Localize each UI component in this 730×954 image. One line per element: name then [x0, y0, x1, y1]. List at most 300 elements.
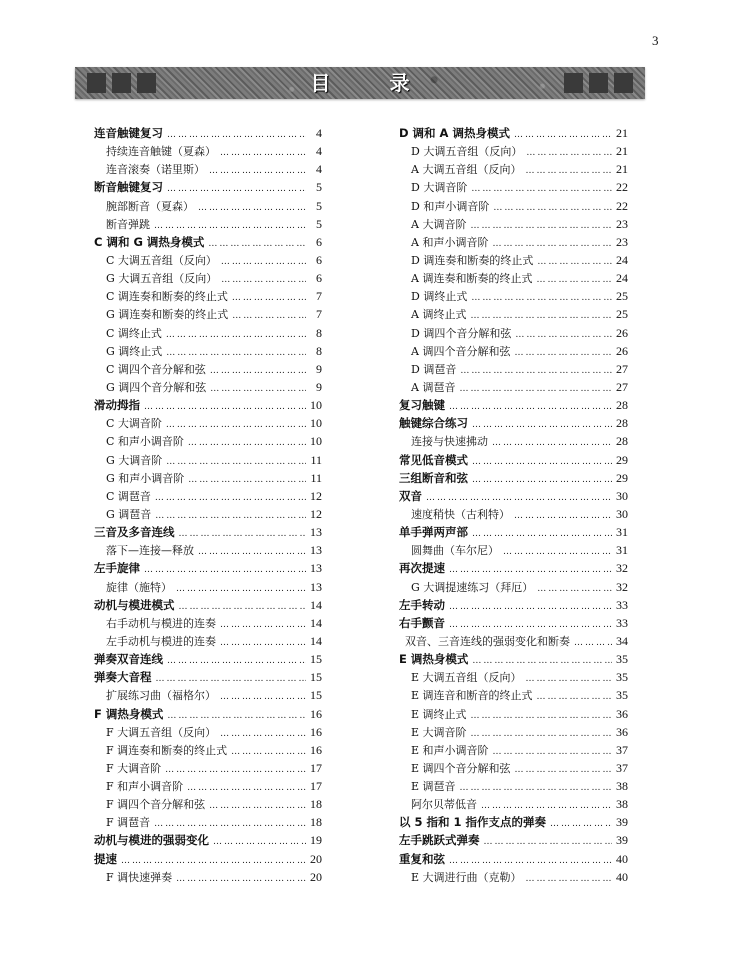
toc-entry-page-number: 7 [316, 289, 322, 304]
toc-entry-page-number: 24 [616, 271, 628, 286]
toc-entry[interactable] [94, 741, 322, 759]
toc-entry-title: A 调琶音 [411, 380, 456, 394]
toc-entry[interactable] [94, 614, 322, 632]
dot-leader [166, 326, 306, 344]
toc-entry-page-number: 8 [316, 325, 322, 340]
dot-leader [525, 162, 612, 180]
toc-entry-title: 单手弹两声部 [399, 525, 468, 540]
toc-entry[interactable] [94, 632, 322, 650]
toc-entry[interactable] [94, 324, 322, 342]
page-title: 目 录 [310, 71, 436, 95]
toc-entry-page-number: 6 [316, 252, 322, 267]
toc-entry[interactable] [94, 759, 322, 777]
toc-entry-title: G 调连奏和断奏的终止式 [106, 308, 229, 322]
toc-entry[interactable] [94, 269, 322, 287]
toc-entry-page-number: 40 [616, 851, 628, 866]
toc-entry[interactable] [94, 723, 322, 741]
toc-entry-page-number: 4 [316, 126, 322, 140]
toc-entry-title: G 和声小调音阶 [106, 471, 185, 485]
toc-entry-title: 触键综合练习 [399, 416, 468, 431]
dot-leader [526, 144, 612, 162]
toc-entry-title: 复习触键 [399, 398, 445, 413]
dot-leader [514, 507, 612, 525]
toc-entry[interactable] [399, 578, 628, 596]
toc-entry-page-number: 38 [616, 779, 628, 794]
dot-leader [156, 670, 307, 688]
toc-entry[interactable] [399, 269, 628, 287]
toc-entry-title: C 调琶音 [106, 489, 151, 503]
toc-entry-page-number: 12 [310, 488, 322, 503]
toc-entry[interactable] [94, 777, 322, 795]
toc-entry-title: 弹奏大音程 [94, 670, 152, 685]
toc-entry[interactable] [399, 831, 628, 849]
toc-entry[interactable] [94, 578, 322, 596]
toc-entry-page-number: 9 [316, 361, 322, 376]
toc-entry[interactable] [94, 215, 322, 233]
dot-leader [155, 489, 306, 507]
toc-entry[interactable] [399, 668, 628, 686]
toc-entry-page-number: 9 [316, 379, 322, 394]
toc-entry[interactable] [399, 541, 628, 559]
toc-entry[interactable] [94, 795, 322, 813]
toc-entry[interactable] [399, 777, 628, 795]
dot-leader [213, 833, 306, 851]
toc-entry-page-number: 13 [310, 525, 322, 540]
toc-entry[interactable] [399, 178, 628, 196]
dot-leader [167, 707, 306, 725]
toc-entry[interactable] [94, 305, 322, 323]
toc-entry-title: A 调四个音分解和弦 [411, 344, 511, 358]
page-number: 3 [652, 33, 659, 48]
toc-entry[interactable] [94, 596, 322, 614]
toc-entry[interactable] [399, 432, 628, 450]
toc-entry-page-number: 15 [310, 652, 322, 667]
toc-entry-page-number: 22 [616, 198, 628, 213]
toc-entry[interactable] [94, 360, 322, 378]
toc-entry[interactable] [399, 596, 628, 614]
toc-entry-title: 滑动拇指 [94, 398, 140, 413]
toc-entry-title: 左手跳跃式弹奏 [399, 833, 480, 848]
toc-entry-title: D 和声小调音阶 [411, 199, 490, 213]
toc-entry-title: 连音触键复习 [94, 126, 163, 140]
toc-entry-title: 圆舞曲（车尔尼） [411, 544, 499, 558]
toc-entry-title: 三组断音和弦 [399, 470, 468, 485]
toc-entry[interactable] [94, 287, 322, 305]
toc-entry[interactable] [94, 541, 322, 559]
toc-entry[interactable] [94, 197, 322, 215]
toc-entry[interactable] [94, 523, 322, 541]
toc-entry-page-number: 39 [616, 833, 628, 848]
toc-entry-page-number: 37 [616, 742, 628, 757]
toc-entry-title: 双音、三音连线的强弱变化和断奏 [405, 634, 570, 648]
toc-entry[interactable] [399, 160, 628, 178]
toc-entry-page-number: 28 [616, 416, 628, 431]
toc-entry-title: 连音滚奏（诺里斯） [106, 163, 205, 177]
dot-leader [514, 126, 612, 144]
dot-leader [471, 289, 612, 307]
toc-entry-page-number: 35 [616, 652, 628, 667]
toc-entry-title: C 大调五音组（反向） [106, 253, 217, 267]
dot-leader [460, 779, 612, 797]
toc-entry-title: 右手颤音 [399, 615, 445, 630]
dot-leader [471, 725, 612, 743]
toc-entry-page-number: 16 [310, 706, 322, 721]
dot-leader [232, 307, 306, 325]
toc-entry-title: E 调四个音分解和弦 [411, 761, 511, 775]
dot-leader [155, 507, 306, 525]
dot-leader [449, 852, 612, 870]
dot-leader [449, 398, 612, 416]
toc-entry-title: D 大调音阶 [411, 181, 468, 195]
toc-entry-page-number: 17 [310, 760, 322, 775]
toc-entry[interactable] [399, 559, 628, 577]
toc-entry-page-number: 10 [310, 434, 322, 449]
toc-entry-title: F 大调五音组（反向） [106, 725, 217, 739]
dot-leader [515, 326, 612, 344]
toc-entry[interactable] [94, 432, 322, 450]
toc-entry-page-number: 29 [616, 470, 628, 485]
dot-leader [231, 743, 306, 761]
toc-entry-page-number: 11 [310, 452, 322, 467]
toc-entry-title: D 大调五音组（反向） [411, 145, 523, 159]
toc-entry-page-number: 21 [616, 144, 628, 159]
toc-entry[interactable] [399, 632, 628, 650]
dot-leader [493, 199, 612, 217]
toc-entry-title: 扩展练习曲（福格尔） [106, 689, 216, 703]
toc-entry-page-number: 16 [310, 742, 322, 757]
toc-entry-page-number: 32 [616, 561, 628, 576]
toc-entry[interactable] [399, 360, 628, 378]
toc-entry-page-number: 11 [310, 470, 322, 485]
toc-entry[interactable] [94, 668, 322, 686]
toc-entry-title: 断音弹跳 [106, 217, 150, 231]
toc-entry-title: C 调终止式 [106, 326, 162, 340]
toc-entry-page-number: 4 [316, 162, 322, 177]
toc-entry-title: G 调琶音 [106, 507, 152, 521]
toc-entry-title: 再次提速 [399, 561, 445, 576]
toc-entry-title: E 和声小调音阶 [411, 743, 489, 757]
toc-entry-title: G 大调五音组（反向） [106, 272, 218, 286]
toc-entry-page-number: 8 [316, 343, 322, 358]
toc-entry[interactable] [399, 795, 628, 813]
toc-entry[interactable] [399, 342, 628, 360]
toc-entry-page-number: 32 [616, 579, 628, 594]
dot-leader [459, 380, 612, 398]
toc-entry-title: C 调和 G 调热身模式 [94, 234, 205, 249]
toc-entry[interactable] [94, 414, 322, 432]
toc-entry[interactable] [399, 414, 628, 432]
toc-entry-title: A 调连奏和断奏的终止式 [411, 272, 533, 286]
toc-entry[interactable] [399, 741, 628, 759]
dot-leader [472, 416, 612, 434]
dot-leader [470, 217, 612, 235]
toc-entry[interactable] [399, 850, 628, 868]
toc-entry-title: 落下—连接—释放 [106, 544, 194, 558]
toc-entry-page-number: 25 [616, 289, 628, 304]
toc-entry-page-number: 27 [616, 361, 628, 376]
toc-entry[interactable] [399, 759, 628, 777]
toc-entry-title: 旋律（施特） [106, 580, 172, 594]
toc-entry[interactable] [399, 197, 628, 215]
toc-entry[interactable] [94, 342, 322, 360]
dot-leader [220, 144, 306, 162]
toc-entry-title: G 调四个音分解和弦 [106, 380, 207, 394]
toc-entry[interactable] [94, 469, 322, 487]
toc-entry-page-number: 18 [310, 815, 322, 830]
toc-entry-title: 动机与模进模式 [94, 597, 175, 612]
toc-entry[interactable] [399, 705, 628, 723]
toc-entry-page-number: 23 [616, 216, 628, 231]
dot-leader [144, 561, 306, 579]
dot-leader [514, 344, 612, 362]
toc-entry[interactable] [94, 396, 322, 414]
toc-entry[interactable] [399, 650, 628, 668]
toc-entry[interactable] [94, 142, 322, 160]
toc-entry[interactable] [94, 868, 322, 886]
dot-leader [232, 289, 306, 307]
dot-leader [574, 634, 612, 652]
toc-entry-title: 腕部断音（夏森） [106, 199, 194, 213]
toc-entry-page-number: 33 [616, 615, 628, 630]
dot-leader [188, 471, 306, 489]
toc-entry-page-number: 6 [316, 234, 322, 249]
dot-leader [449, 616, 612, 634]
toc-entry[interactable] [94, 160, 322, 178]
toc-entry-page-number: 26 [616, 343, 628, 358]
toc-entry-title: D 调四个音分解和弦 [411, 326, 512, 340]
toc-entry-title: A 大调音阶 [411, 217, 467, 231]
dot-leader [176, 870, 306, 888]
toc-entry[interactable] [399, 451, 628, 469]
dot-leader [188, 434, 306, 452]
dot-leader [472, 652, 612, 670]
toc-entry-page-number: 17 [310, 779, 322, 794]
toc-entry-page-number: 31 [616, 525, 628, 540]
dot-leader [537, 253, 612, 271]
toc-entry-page-number: 15 [310, 670, 322, 685]
toc-entry-title: D 调连奏和断奏的终止式 [411, 253, 534, 267]
toc-entry[interactable] [399, 868, 628, 886]
toc-entry-title: 断音触键复习 [94, 180, 163, 195]
toc-entry-title: 持续连音触键（夏森） [106, 145, 216, 159]
toc-entry-page-number: 36 [616, 706, 628, 721]
toc-entry[interactable] [399, 233, 628, 251]
toc-entry[interactable] [399, 523, 628, 541]
toc-entry-title: F 调琶音 [106, 816, 151, 830]
toc-entry-page-number: 7 [316, 307, 322, 322]
toc-entry[interactable] [94, 559, 322, 577]
toc-entry-page-number: 5 [316, 216, 322, 231]
toc-entry-title: C 和声小调音阶 [106, 435, 184, 449]
toc-entry[interactable] [94, 378, 322, 396]
toc-entry-title: 阿尔贝蒂低音 [411, 798, 477, 812]
toc-entry-page-number: 5 [316, 180, 322, 195]
dot-leader [121, 852, 306, 870]
toc-entry[interactable] [94, 487, 322, 505]
toc-entry-page-number: 40 [616, 869, 628, 884]
toc-entry[interactable] [399, 251, 628, 269]
toc-entry-page-number: 22 [616, 180, 628, 195]
toc-entry-title: 常见低音模式 [399, 452, 468, 467]
toc-entry-page-number: 14 [310, 597, 322, 612]
toc-entry-page-number: 28 [616, 398, 628, 413]
toc-entry-title: 左手旋律 [94, 561, 140, 576]
dot-leader [526, 870, 612, 888]
toc-entry[interactable] [94, 686, 322, 704]
dot-leader [526, 670, 612, 688]
dot-leader [210, 380, 306, 398]
toc-entry[interactable] [399, 378, 628, 396]
toc-entry[interactable] [399, 487, 628, 505]
dot-leader [472, 471, 612, 489]
toc-entry-page-number: 26 [616, 325, 628, 340]
toc-entry-page-number: 23 [616, 234, 628, 249]
toc-entry-page-number: 36 [616, 724, 628, 739]
toc-entry-page-number: 29 [616, 452, 628, 467]
toc-entry-page-number: 16 [310, 724, 322, 739]
toc-entry-title: E 调热身模式 [399, 652, 469, 667]
toc-entry[interactable] [399, 813, 628, 831]
toc-entry[interactable] [399, 505, 628, 523]
toc-entry-page-number: 14 [310, 615, 322, 630]
toc-entry[interactable] [399, 287, 628, 305]
toc-entry-title: 双音 [399, 488, 422, 503]
toc-entry[interactable] [94, 124, 322, 142]
dot-leader [220, 725, 306, 743]
toc-entry-page-number: 30 [616, 506, 628, 521]
dot-leader [220, 616, 306, 634]
toc-entry[interactable] [399, 614, 628, 632]
toc-entry[interactable] [399, 723, 628, 741]
toc-entry-page-number: 12 [310, 506, 322, 521]
dot-leader [470, 307, 612, 325]
toc-entry-title: C 大调音阶 [106, 417, 162, 431]
dot-leader [484, 833, 613, 851]
toc-title-banner [75, 67, 645, 99]
toc-entry[interactable] [94, 178, 322, 196]
toc-entry-page-number: 24 [616, 252, 628, 267]
dot-leader [176, 580, 306, 598]
toc-entry[interactable] [399, 305, 628, 323]
toc-entry-page-number: 21 [616, 126, 628, 140]
toc-entry-title: G 大调提速练习（拜厄） [411, 580, 534, 594]
toc-entry-title: 弹奏双音连线 [94, 652, 163, 667]
toc-entry-page-number: 21 [616, 162, 628, 177]
dot-leader [179, 525, 307, 543]
toc-entry-page-number: 35 [616, 670, 628, 685]
toc-entry-title: F 调热身模式 [94, 706, 164, 721]
dot-leader [166, 416, 306, 434]
toc-entry-page-number: 31 [616, 543, 628, 558]
toc-entry[interactable] [399, 324, 628, 342]
toc-entry[interactable] [94, 650, 322, 668]
toc-entry-title: 动机与模进的强弱变化 [94, 833, 209, 848]
toc-entry-title: 连接与快速拂动 [411, 435, 488, 449]
dot-leader [167, 180, 306, 198]
toc-entry[interactable] [94, 850, 322, 868]
toc-entry-page-number: 10 [310, 398, 322, 413]
toc-entry-page-number: 25 [616, 307, 628, 322]
toc-entry[interactable] [399, 469, 628, 487]
dot-leader [221, 271, 306, 289]
dot-leader [221, 253, 306, 271]
toc-entry-title: E 调连音和断音的终止式 [411, 689, 533, 703]
dot-leader [536, 271, 612, 289]
toc-entry-page-number: 39 [616, 815, 628, 830]
toc-entry-title: 提速 [94, 851, 117, 866]
toc-entry-page-number: 14 [310, 633, 322, 648]
toc-entry-page-number: 34 [616, 633, 628, 648]
dot-leader [449, 598, 612, 616]
toc-entry[interactable] [94, 251, 322, 269]
dot-leader [449, 561, 612, 579]
toc-entry-page-number: 28 [616, 434, 628, 449]
toc-entry-title: G 大调音阶 [106, 453, 163, 467]
toc-entry[interactable] [399, 686, 628, 704]
toc-entry-page-number: 35 [616, 688, 628, 703]
toc-entry-title: F 大调音阶 [106, 761, 162, 775]
dot-leader [492, 434, 612, 452]
dot-leader [165, 761, 306, 779]
dot-leader [471, 707, 612, 725]
toc-entry-title: F 调四个音分解和弦 [106, 798, 206, 812]
toc-entry[interactable] [94, 813, 322, 831]
dot-leader [493, 743, 612, 761]
dot-leader [166, 453, 306, 471]
toc-entry-title: E 调琶音 [411, 780, 456, 794]
toc-entry-title: 右手动机与模进的连奏 [106, 616, 216, 630]
toc-entry[interactable] [94, 505, 322, 523]
toc-entry-title: E 调终止式 [411, 707, 467, 721]
toc-entry[interactable] [399, 396, 628, 414]
toc-entry[interactable] [399, 142, 628, 160]
toc-entry-title: A 大调五音组（反向） [411, 163, 522, 177]
toc-entry-title: C 调连奏和断奏的终止式 [106, 290, 228, 304]
toc-entry[interactable] [94, 831, 322, 849]
dot-leader [460, 362, 612, 380]
toc-entry-page-number: 20 [310, 851, 322, 866]
toc-column-right [399, 124, 628, 886]
dot-leader [550, 815, 612, 833]
toc-entry-title: C 调四个音分解和弦 [106, 362, 206, 376]
toc-entry-page-number: 6 [316, 271, 322, 286]
dot-leader [471, 180, 612, 198]
toc-entry-page-number: 37 [616, 760, 628, 775]
toc-entry-title: E 大调进行曲（克勒） [411, 870, 522, 884]
toc-entry-page-number: 13 [310, 579, 322, 594]
dot-leader [515, 761, 612, 779]
toc-entry[interactable] [94, 451, 322, 469]
dot-leader [187, 779, 306, 797]
dot-leader [492, 235, 612, 253]
toc-entry-title: D 调和 A 调热身模式 [399, 126, 510, 140]
dot-leader [198, 543, 306, 561]
toc-entry-page-number: 15 [310, 688, 322, 703]
toc-entry-title: 左手动机与模进的连奏 [106, 634, 216, 648]
toc-entry-page-number: 5 [316, 198, 322, 213]
dot-leader [426, 489, 612, 507]
dot-leader [198, 199, 306, 217]
toc-entry[interactable] [94, 705, 322, 723]
toc-entry-page-number: 4 [316, 144, 322, 159]
toc-entry-page-number: 10 [310, 416, 322, 431]
toc-entry-page-number: 30 [616, 488, 628, 503]
toc-entry[interactable] [94, 233, 322, 251]
toc-entry[interactable] [399, 124, 628, 142]
toc-entry-title: G 调终止式 [106, 344, 163, 358]
dot-leader [208, 235, 306, 253]
toc-entry[interactable] [399, 215, 628, 233]
